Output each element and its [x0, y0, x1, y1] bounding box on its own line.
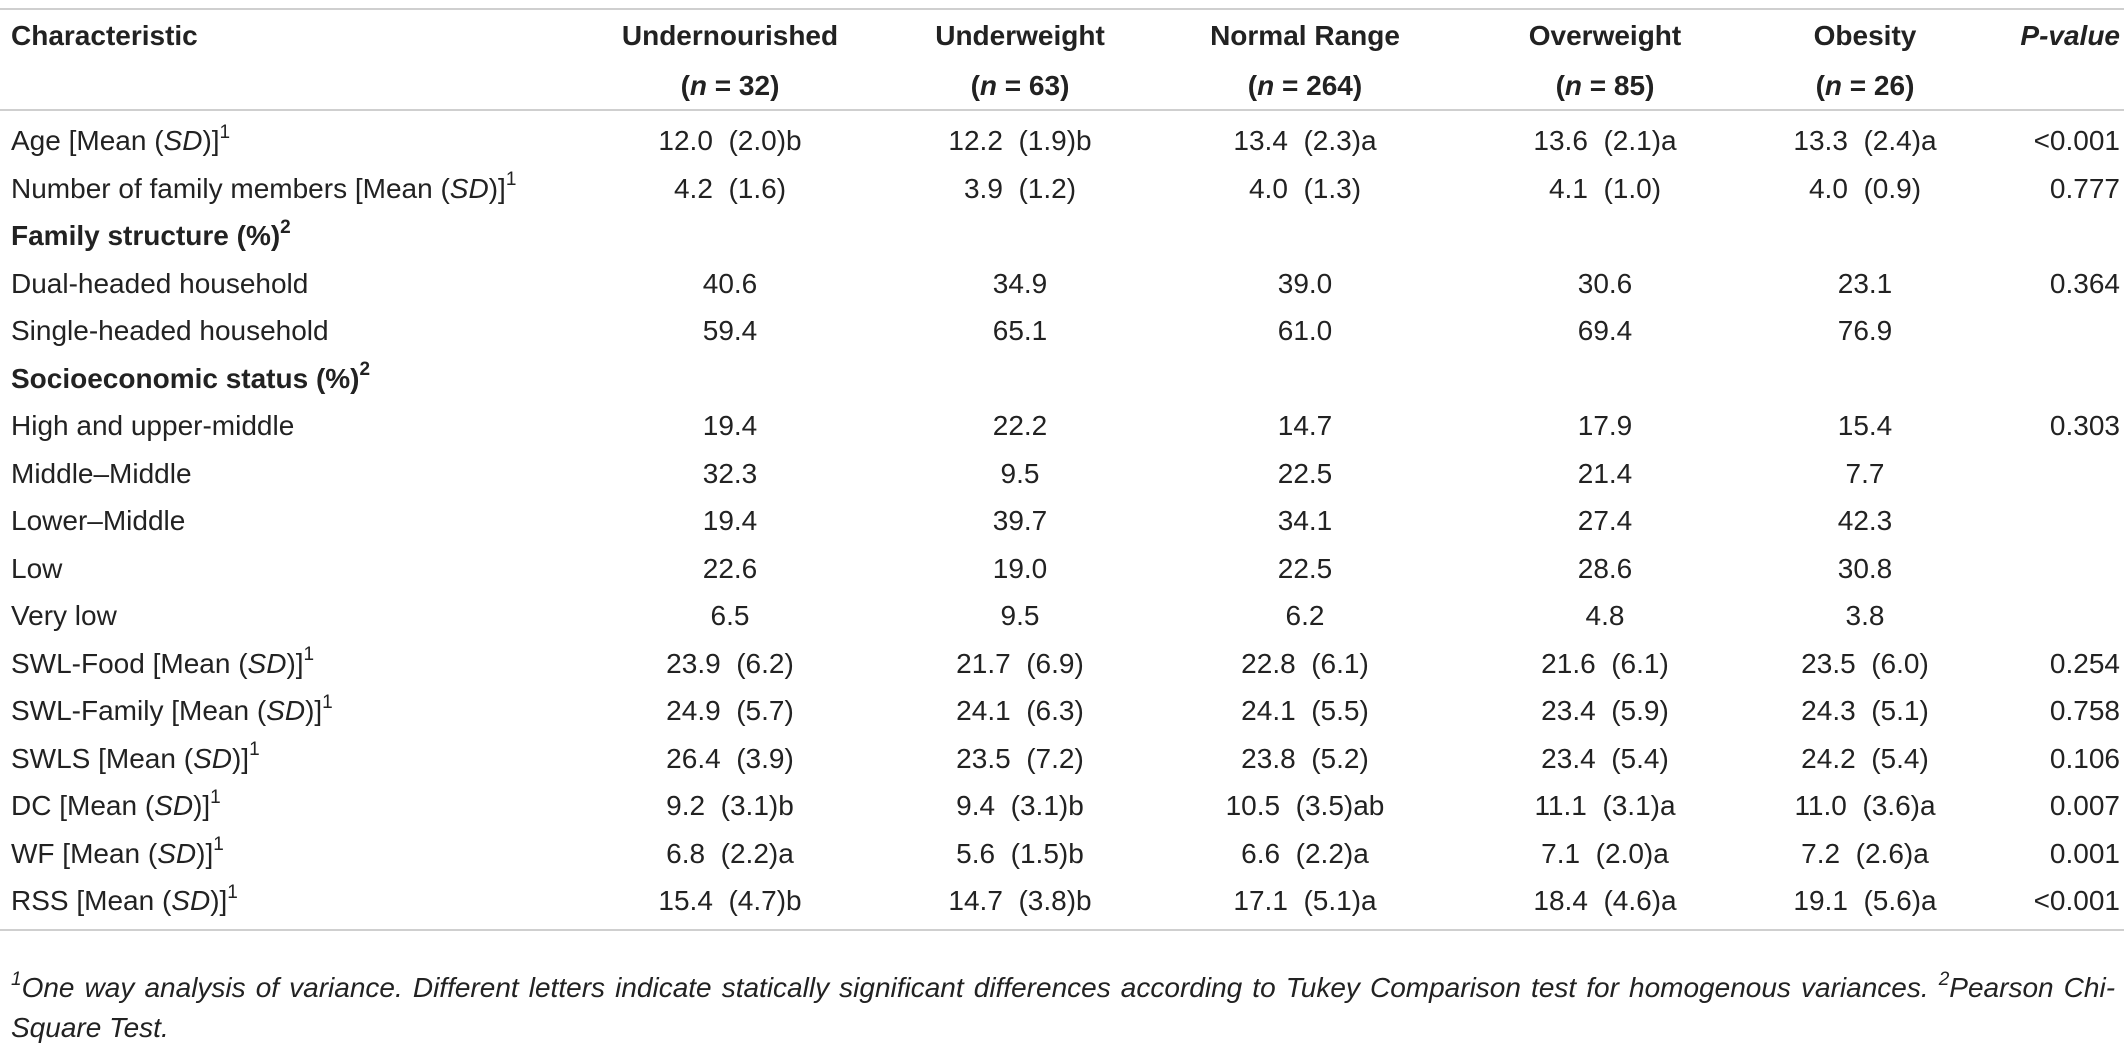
header-undernourished: Undernourished [560, 9, 900, 62]
table-row [0, 165, 2124, 213]
footnote-sup-2: 2 [1938, 968, 1950, 990]
section-heading [0, 212, 2124, 260]
cell: 23.4 (5.4) [1541, 742, 1669, 774]
cell: 3.9 (1.2) [963, 172, 1077, 204]
cell: 6.8 (2.2)a [666, 837, 794, 869]
pvalue-text: P-value [2020, 20, 2120, 51]
pvalue-cell [1990, 450, 2124, 498]
header-characteristic: Characteristic [0, 9, 560, 62]
table-row [0, 307, 2124, 355]
pvalue-cell [1990, 497, 2124, 545]
row-label [0, 110, 560, 165]
section-row [0, 212, 2124, 260]
section-heading-text: Socioeconomic status (%) [11, 362, 360, 394]
cell: 4.1 (1.0) [1548, 172, 1662, 204]
cell: 6.6 (2.2)a [1241, 837, 1369, 869]
header-pvalue [1990, 9, 2124, 62]
cell: 76.9 [1837, 315, 1893, 346]
row-label-text: SWL-Family [Mean (SD)] [11, 695, 323, 726]
pvalue-cell [1990, 307, 2124, 355]
cell: 4.8 [1585, 600, 1625, 631]
cell: 21.7 (6.9) [956, 647, 1084, 679]
row-label: Middle–Middle [11, 457, 192, 489]
cell: 5.6 (1.5)b [956, 837, 1084, 869]
header-empty [0, 62, 560, 110]
cell: 7.1 (2.0)a [1541, 837, 1669, 869]
cell: 14.7 (3.8)b [900, 877, 1140, 930]
cell: 61.0 [1277, 315, 1333, 346]
table-row [0, 110, 2124, 165]
row-label-text: Age [Mean (SD)] [11, 125, 220, 156]
pvalue-cell: 0.106 [2049, 742, 2120, 774]
cell: 6.2 [1285, 600, 1325, 631]
footnote-marker: 1 [210, 786, 221, 808]
cell: 18.4 (4.6)a [1470, 877, 1740, 930]
cell: 12.2 (1.9)b [948, 125, 1092, 156]
row-label: Lower–Middle [11, 505, 186, 536]
table-row [0, 782, 2124, 830]
table-row [0, 830, 2124, 878]
cell: 4.2 (1.6) [673, 172, 787, 204]
cell: 30.8 [1837, 552, 1893, 584]
cell: 15.4 [1837, 410, 1893, 441]
header-n-underweight: (n = 63) [900, 62, 1140, 110]
row-label: Single-headed household [11, 315, 329, 346]
cell: 40.6 [702, 267, 758, 299]
row-label: High and upper-middle [11, 410, 295, 441]
header-underweight: Underweight [900, 9, 1140, 62]
footnote-marker: 2 [359, 359, 371, 381]
cell: 24.1 (6.3) [956, 695, 1084, 726]
cell: 26.4 (3.9) [666, 742, 794, 774]
table-body [0, 110, 2124, 930]
footnote-marker: 1 [219, 121, 231, 143]
footnote-sup-1: 1 [11, 968, 22, 990]
cell: 32.3 [702, 457, 758, 489]
section-heading-text: Family structure (%) [11, 220, 281, 251]
row-label [0, 830, 560, 878]
footnote-marker: 1 [303, 644, 315, 666]
cell: 24.1 (5.5) [1241, 695, 1369, 726]
table-row [0, 877, 2124, 930]
cell: 22.5 [1277, 552, 1333, 584]
cell: 39.0 [1277, 267, 1333, 299]
cell: 23.5 (7.2) [956, 742, 1084, 774]
cell: 12.0 (2.0)b [658, 125, 802, 156]
pvalue-cell: 0.001 [2049, 837, 2120, 869]
row-label-text: SWL-Food [Mean (SD)] [11, 647, 304, 679]
row-label [0, 687, 560, 735]
cell: 42.3 [1837, 505, 1893, 536]
row-label [0, 165, 560, 213]
table-header [0, 9, 2124, 110]
cell: 9.2 (3.1)b [666, 790, 794, 821]
table-row [0, 640, 2124, 688]
header-normal-range: Normal Range [1140, 9, 1470, 62]
cell: 14.7 [1277, 410, 1333, 441]
pvalue-cell: 0.758 [2049, 695, 2120, 726]
row-label: Very low [11, 600, 117, 631]
cell: 24.2 (5.4) [1801, 742, 1929, 774]
row-label [0, 782, 560, 830]
cell: 7.2 (2.6)a [1801, 837, 1929, 869]
cell: 21.6 (6.1) [1541, 647, 1669, 679]
table-row [0, 735, 2124, 783]
pvalue-cell [1990, 592, 2124, 640]
row-label-text: Number of family members [Mean (SD)] [11, 172, 506, 204]
row-label: Low [11, 552, 63, 584]
cell: 23.4 (5.9) [1541, 695, 1669, 726]
table-row [0, 545, 2124, 593]
row-label-text: WF [Mean (SD)] [11, 837, 214, 869]
cell: 13.6 (2.1)a [1533, 125, 1677, 156]
cell: 19.1 (5.6)a [1740, 877, 1990, 930]
header-n-overweight: (n = 85) [1470, 62, 1740, 110]
table-row [0, 497, 2124, 545]
row-label [0, 640, 560, 688]
footnote-marker: 1 [249, 739, 260, 761]
cell: 15.4 (4.7)b [560, 877, 900, 930]
table-row [0, 592, 2124, 640]
cell: 69.4 [1577, 315, 1633, 346]
cell: 23.9 (6.2) [666, 647, 794, 679]
cell: 9.5 [1000, 600, 1040, 631]
cell: 6.5 [710, 600, 750, 631]
footnote-marker: 1 [227, 881, 238, 903]
pvalue-cell: 0.007 [2049, 790, 2120, 821]
footnote-text-1: One way analysis of variance. Different letters indicate statically significant differences according to Tukey Comparison test for homogenous variances. [21, 972, 1939, 1003]
cell: 30.6 [1577, 267, 1633, 299]
cell: 11.1 (3.1)a [1534, 790, 1676, 821]
section-heading [0, 355, 2124, 403]
cell: 23.8 (5.2) [1241, 742, 1369, 774]
row-label-text: RSS [Mean (SD)] [11, 885, 228, 916]
cell: 34.1 [1277, 505, 1333, 536]
cell: 4.0 (0.9) [1808, 172, 1922, 204]
cell: 21.4 [1577, 457, 1633, 489]
cell: 9.5 [1000, 457, 1040, 489]
pvalue-cell: <0.001 [2033, 125, 2120, 156]
cell: 19.4 [702, 505, 758, 536]
table-row [0, 402, 2124, 450]
cell: 13.3 (2.4)a [1793, 125, 1937, 156]
cell: 59.4 [702, 315, 758, 346]
characteristics-table [0, 8, 2124, 931]
cell: 34.9 [992, 267, 1048, 299]
footnote-marker: 2 [280, 216, 291, 238]
header-n-undernourished: (n = 32) [560, 62, 900, 110]
cell: 65.1 [992, 315, 1048, 346]
table-footnote [11, 968, 2115, 1048]
pvalue-cell: 0.364 [2049, 267, 2120, 299]
cell: 17.9 [1577, 410, 1633, 441]
cell: 22.8 (6.1) [1241, 647, 1369, 679]
header-overweight: Overweight [1470, 9, 1740, 62]
cell: 4.0 (1.3) [1248, 172, 1362, 204]
footnote-marker: 1 [213, 834, 224, 856]
pvalue-cell: <0.001 [1990, 877, 2124, 930]
cell: 27.4 [1577, 505, 1633, 536]
table-row [0, 687, 2124, 735]
cell: 7.7 [1845, 457, 1885, 489]
row-label [0, 877, 560, 930]
cell: 10.5 (3.5)ab [1225, 790, 1385, 821]
cell: 28.6 [1577, 552, 1633, 584]
cell: 13.4 (2.3)a [1233, 125, 1377, 156]
cell: 22.6 [702, 552, 758, 584]
cell: 23.1 [1837, 267, 1893, 299]
pvalue-cell: 0.777 [2049, 172, 2120, 204]
section-row [0, 355, 2124, 403]
cell: 22.2 [992, 410, 1048, 441]
cell: 22.5 [1277, 457, 1333, 489]
footnote-text-2: Pearson Chi-Square Test. [11, 972, 2116, 1043]
row-label-text: SWLS [Mean (SD)] [11, 742, 250, 774]
row-label: Dual-headed household [11, 267, 309, 299]
pvalue-cell: 0.254 [2049, 647, 2120, 679]
header-obesity: Obesity [1740, 9, 1990, 62]
row-label [0, 735, 560, 783]
pvalue-cell: 0.303 [2049, 410, 2120, 441]
cell: 9.4 (3.1)b [956, 790, 1084, 821]
cell: 24.9 (5.7) [666, 695, 794, 726]
table-row [0, 260, 2124, 308]
pvalue-cell [1990, 545, 2124, 593]
cell: 3.8 [1845, 600, 1885, 631]
cell: 23.5 (6.0) [1801, 647, 1929, 679]
table-row [0, 450, 2124, 498]
cell: 11.0 (3.6)a [1794, 790, 1936, 821]
cell: 39.7 [992, 505, 1048, 536]
footnote-marker: 1 [322, 691, 333, 713]
footnote-marker: 1 [505, 169, 517, 191]
row-label-text: DC [Mean (SD)] [11, 790, 211, 821]
header-n-normal-range: (n = 264) [1140, 62, 1470, 110]
cell: 17.1 (5.1)a [1140, 877, 1470, 930]
header-n-empty [1990, 62, 2124, 110]
header-n-obesity: (n = 26) [1740, 62, 1990, 110]
cell: 19.0 [992, 552, 1048, 584]
cell: 24.3 (5.1) [1801, 695, 1929, 726]
cell: 19.4 [702, 410, 758, 441]
